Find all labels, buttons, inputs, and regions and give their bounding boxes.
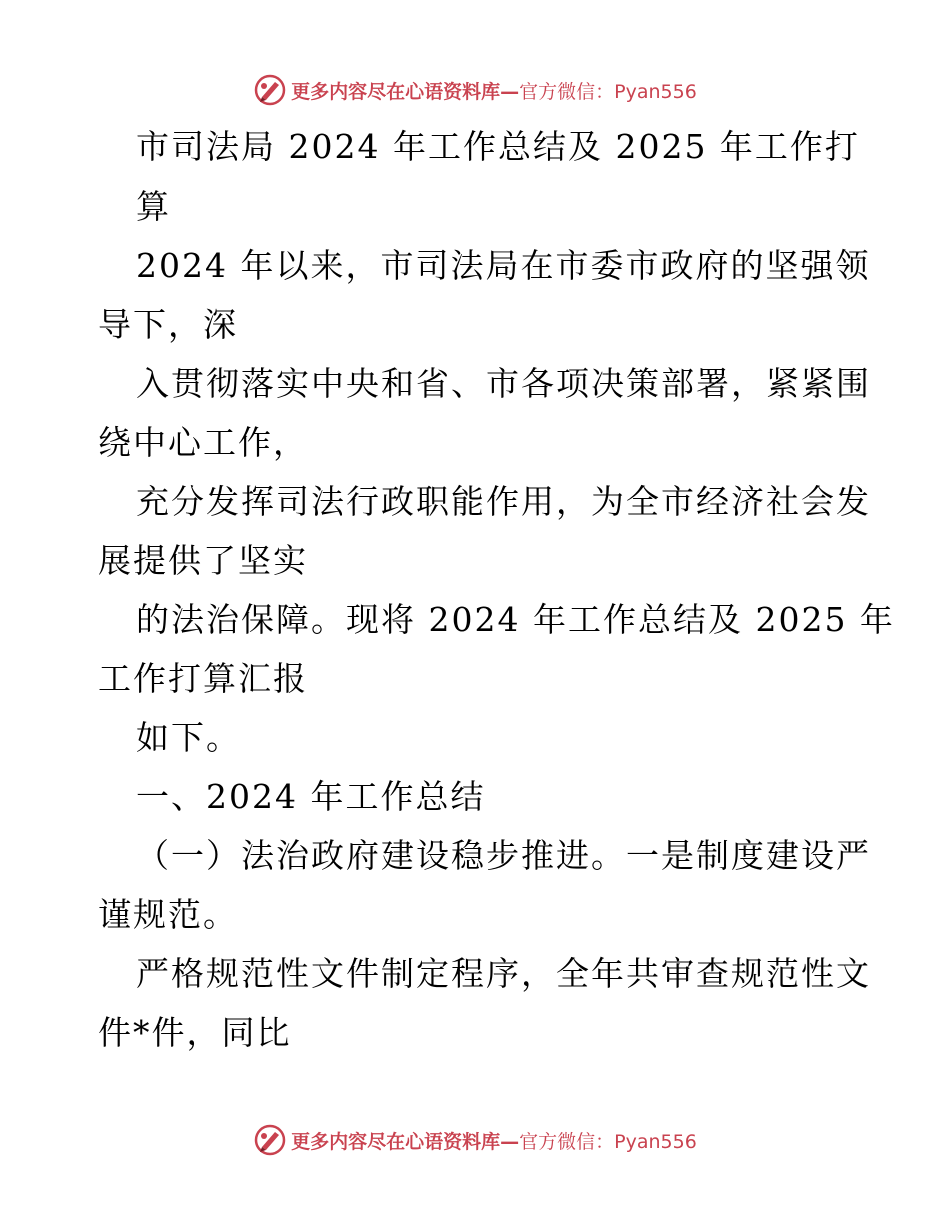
paragraph-line: 如下。 xyxy=(136,718,241,757)
title-line-2: 算 xyxy=(136,187,171,226)
paragraph-line: 展提供了坚实 xyxy=(98,541,308,580)
pen-logo-icon xyxy=(253,73,287,107)
watermark-text: 更多内容尽在心语资料库— xyxy=(291,1130,520,1153)
footer-watermark-banner xyxy=(0,1120,950,1160)
header-watermark-banner xyxy=(0,70,950,110)
paragraph-line: 件*件，同比 xyxy=(98,1013,292,1052)
paragraph-line: 绕中心工作， xyxy=(98,423,308,462)
section-heading: 一、2024 年工作总结 xyxy=(136,777,486,816)
paragraph-line: 充分发挥司法行政职能作用，为全市经济社会发 xyxy=(136,482,871,521)
paragraph-line: 谨规范。 xyxy=(98,895,238,934)
watermark-contact: 官方微信：Pyan556 xyxy=(519,1130,697,1153)
paragraph-line: 2024 年以来，市司法局在市委市政府的坚强领 xyxy=(136,246,871,285)
paragraph-line: 工作打算汇报 xyxy=(98,659,308,698)
pen-logo-icon xyxy=(253,1123,287,1157)
paragraph-line: 导下，深 xyxy=(98,305,238,344)
paragraph-line: 入贯彻落实中央和省、市各项决策部署，紧紧围 xyxy=(136,364,871,403)
paragraph-line: 严格规范性文件制定程序，全年共审查规范性文 xyxy=(136,954,871,993)
title-line-1: 市司法局 2024 年工作总结及 2025 年工作打 xyxy=(136,127,860,166)
subsection-heading: （一）法治政府建设稳步推进。一是制度建设严 xyxy=(136,836,871,875)
paragraph-line: 的法治保障。现将 2024 年工作总结及 2025 年 xyxy=(136,600,895,639)
watermark-contact: 官方微信：Pyan556 xyxy=(519,80,697,103)
watermark-text: 更多内容尽在心语资料库— xyxy=(291,80,520,103)
